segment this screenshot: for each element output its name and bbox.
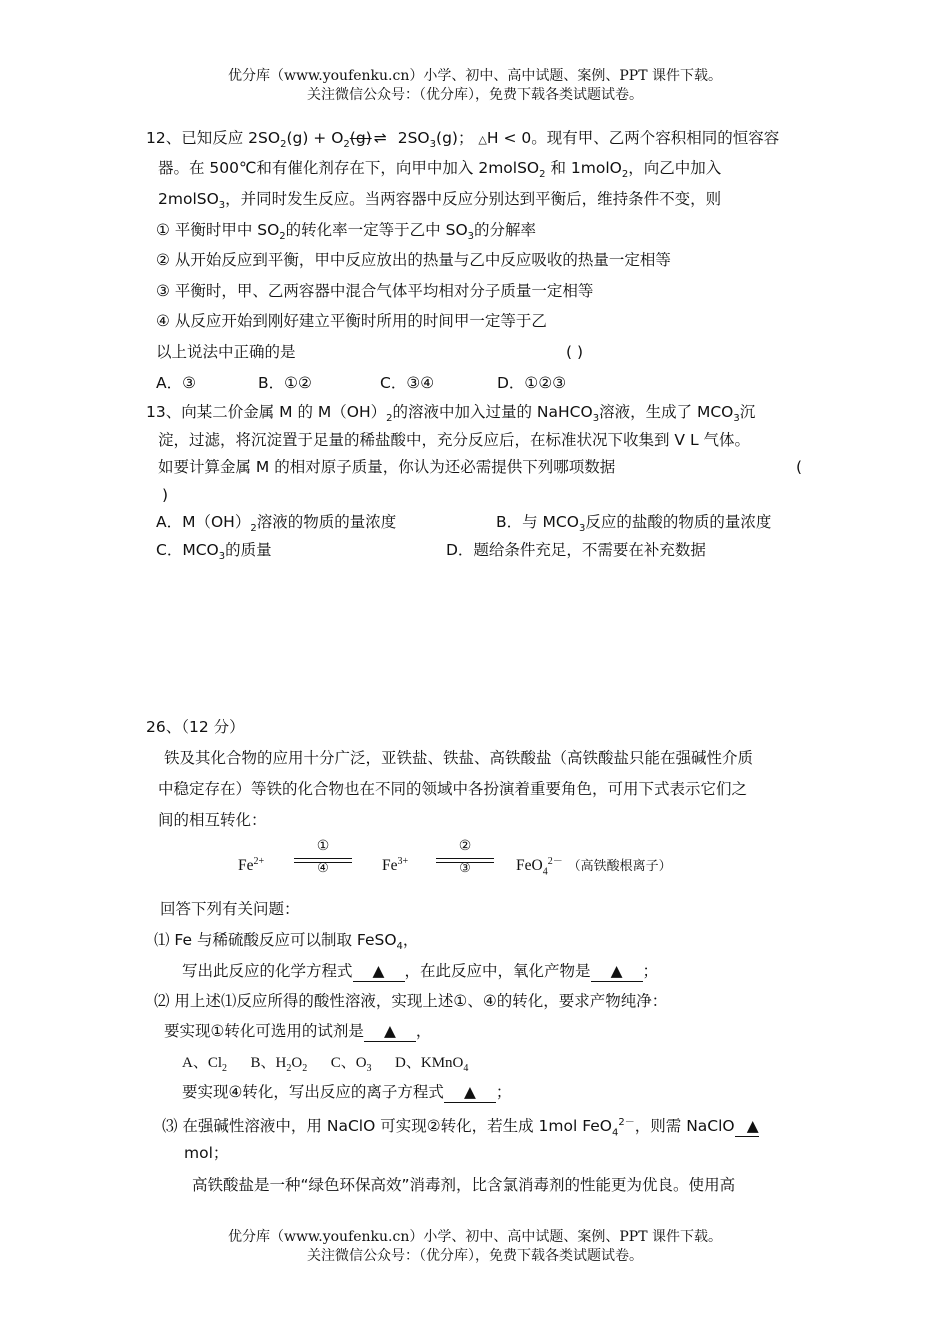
q26-text: ，在此反应中，氧化产物是 bbox=[404, 962, 591, 980]
q26-sub3-line-1 bbox=[162, 1113, 759, 1143]
subscript: 2 bbox=[222, 1063, 228, 1074]
formula-text: Fe bbox=[382, 857, 398, 875]
arrow-label-top: ① bbox=[316, 839, 330, 854]
q12-option-b[interactable]: B．①② bbox=[258, 374, 312, 392]
q26-title: 26、（12 分） bbox=[146, 718, 245, 736]
subscript: 3 bbox=[218, 551, 226, 563]
answer-blank-reagent[interactable]: ▲ bbox=[364, 1021, 416, 1042]
footer-line-2: 关注微信公众号：（优分库），免费下载各类试题试卷。 bbox=[307, 1248, 643, 1264]
q12-stem-text: (g)； bbox=[436, 129, 474, 147]
header-line-2: 关注微信公众号：（优分库），免费下载各类试题试卷。 bbox=[307, 87, 643, 103]
option-text: C．MCO bbox=[156, 541, 219, 559]
subscript: 2 bbox=[302, 1063, 308, 1074]
q26-text: ， bbox=[415, 1022, 432, 1040]
subscript: 3 bbox=[218, 200, 226, 212]
q26-text: ，则需 NaClO bbox=[634, 1117, 735, 1136]
q26-sub2-line-1: ⑵ 用上述⑴反应所得的酸性溶液，实现上述①、④的转化，要求产物纯净： bbox=[154, 992, 668, 1010]
reagent-option-c[interactable] bbox=[330, 1055, 372, 1074]
header-line-1: 优分库（www.youfenku.cn）小学、初中、高中试题、案例、PPT 课件下载。 bbox=[227, 68, 722, 84]
option-text: B、H bbox=[250, 1055, 287, 1071]
statement-text: 的分解率 bbox=[474, 221, 537, 239]
q12-ask: 以上说法中正确的是 bbox=[156, 343, 296, 361]
q12-option-a[interactable]: A．③ bbox=[156, 374, 196, 392]
subscript: 2 bbox=[280, 139, 287, 151]
q13-stem-text: 沉 bbox=[739, 403, 756, 421]
conversion-arrow-2-3 bbox=[430, 838, 500, 878]
option-text: A、Cl bbox=[182, 1055, 223, 1071]
ferrate-note: （高铁酸根离子） bbox=[567, 859, 672, 875]
q12-stem-line-3 bbox=[158, 189, 721, 216]
q26-text: 要实现①转化可选用的试剂是 bbox=[164, 1022, 364, 1040]
q12-answer-paren: ( ) bbox=[566, 343, 584, 361]
superscript: 2－ bbox=[547, 856, 563, 867]
q26-paragraph-line-2: 中稳定存在）等铁的化合物也在不同的领域中各扮演着重要角色，可用下式表示它们之 bbox=[158, 780, 748, 798]
q26-text: 写出此反应的化学方程式 bbox=[182, 962, 353, 980]
forward-arrow-line bbox=[294, 858, 352, 859]
q12-statement-1 bbox=[156, 220, 536, 247]
option-text: 溶液的物质的量浓度 bbox=[256, 513, 397, 531]
q13-stem-text: 溶液，生成了 MCO bbox=[599, 403, 734, 421]
superscript: 2－ bbox=[618, 1117, 635, 1128]
formula-text: FeO bbox=[516, 857, 543, 875]
q12-statement-2: ② 从开始反应到平衡，甲中反应放出的热量与乙中反应吸收的热量一定相等 bbox=[156, 251, 671, 269]
q13-option-d[interactable]: D．题给条件充足，不需要在补充数据 bbox=[446, 541, 706, 559]
q12-stem-text: 12、已知反应 2SO bbox=[146, 129, 281, 147]
subscript: 3 bbox=[733, 413, 740, 425]
formula-text: Fe bbox=[238, 857, 254, 875]
option-text: 的质量 bbox=[225, 541, 272, 559]
subscript: 2 bbox=[386, 413, 393, 425]
q26-sub2-line-2 bbox=[164, 1021, 431, 1042]
q13-stem-text: 13、向某二价金属 M 的 M（OH） bbox=[146, 403, 387, 421]
q12-stem-text: 2molSO bbox=[158, 190, 219, 208]
q26-sub1-line-2 bbox=[182, 961, 658, 982]
option-text: C、O bbox=[330, 1055, 367, 1071]
q12-option-d[interactable]: D．①②③ bbox=[497, 374, 567, 392]
q12-statement-3: ③ 平衡时，甲、乙两容器中混合气体平均相对分子质量一定相等 bbox=[156, 282, 594, 300]
statement-text: 的转化率一定等于乙中 SO bbox=[285, 221, 468, 239]
q26-paragraph-line-1: 铁及其化合物的应用十分广泛，亚铁盐、铁盐、高铁酸盐（高铁酸盐只能在强碱性介质 bbox=[164, 749, 754, 767]
subscript: 4 bbox=[463, 1063, 469, 1074]
footer-line-1: 优分库（www.youfenku.cn）小学、初中、高中试题、案例、PPT 课件下载。 bbox=[227, 1229, 722, 1245]
q26-answer-prompt: 回答下列有关问题： bbox=[160, 900, 300, 918]
superscript: 3+ bbox=[397, 856, 409, 867]
q12-stem-text: 2SO bbox=[397, 129, 430, 147]
reagent-option-a[interactable] bbox=[182, 1055, 228, 1074]
q12-stem-text: (g) + O bbox=[286, 129, 344, 147]
q13-stem-text: 的溶液中加入过量的 NaHCO bbox=[392, 403, 593, 421]
subscript: 2 bbox=[250, 523, 257, 535]
reagent-option-b[interactable] bbox=[250, 1055, 308, 1074]
q26-reagent-options bbox=[182, 1053, 468, 1079]
answer-blank-equation[interactable]: ▲ bbox=[353, 961, 405, 982]
option-text: B．与 MCO bbox=[496, 513, 579, 531]
q13-option-b[interactable] bbox=[496, 512, 771, 539]
subscript: 2 bbox=[279, 231, 286, 243]
q13-stem-line-3: 如要计算金属 M 的相对原子质量，你认为还必需提供下列哪项数据 bbox=[158, 458, 616, 476]
q12-stem-text: 器。在 500℃和有催化剂存在下，向甲中加入 2molSO bbox=[158, 159, 540, 177]
equilibrium-arrow-icon: ⇌ bbox=[373, 129, 387, 147]
subscript: 4 bbox=[612, 1127, 619, 1139]
q26-text: ⑴ Fe 与稀硫酸反应可以制取 FeSO bbox=[154, 931, 397, 949]
subscript: 3 bbox=[592, 413, 600, 425]
q13-answer-paren-close: ) bbox=[162, 486, 169, 504]
q26-sub2-line-3 bbox=[182, 1082, 511, 1103]
q12-option-c[interactable]: C．③④ bbox=[380, 374, 435, 392]
option-text: A．M（OH） bbox=[156, 513, 251, 531]
conversion-arrow-1-4 bbox=[288, 838, 358, 878]
arrow-label-top: ② bbox=[458, 839, 472, 854]
q26-text: ， bbox=[402, 931, 419, 949]
q26-paragraph-line-3: 间的相互转化： bbox=[158, 811, 267, 829]
subscript: 2 bbox=[343, 139, 350, 151]
q26-sub1-line-1 bbox=[154, 930, 418, 957]
q13-option-c[interactable] bbox=[156, 540, 272, 567]
q12-statement-4: ④ 从反应开始到刚好建立平衡时所用的时间甲一定等于乙 bbox=[156, 312, 547, 330]
subscript: 3 bbox=[366, 1063, 372, 1074]
q13-answer-paren-open: ( bbox=[796, 458, 803, 476]
forward-arrow-line bbox=[436, 858, 494, 859]
q12-stem-text: 和 1molO bbox=[545, 159, 622, 177]
subscript: 2 bbox=[621, 169, 629, 181]
option-text: O bbox=[291, 1055, 303, 1071]
q12-stem-line-2 bbox=[158, 158, 721, 185]
q26-text: ； bbox=[642, 962, 659, 980]
q26-paragraph-line-4: 高铁酸盐是一种“绿色环保高效”消毒剂，比含氯消毒剂的性能更为优良。使用高 bbox=[192, 1176, 736, 1194]
ferrate-ion bbox=[516, 852, 672, 882]
answer-blank-ion-equation[interactable]: ▲ bbox=[444, 1082, 496, 1103]
subscript: 3 bbox=[578, 523, 586, 535]
q26-text: 要实现④转化，写出反应的离子方程式 bbox=[182, 1083, 444, 1101]
delta-icon: △ bbox=[478, 133, 487, 146]
arrow-label-bottom: ④ bbox=[317, 860, 329, 875]
q13-option-a[interactable] bbox=[156, 512, 396, 539]
answer-blank-oxidation-product[interactable]: ▲ bbox=[591, 961, 643, 982]
arrow-label-bottom: ③ bbox=[459, 860, 471, 875]
superscript: 2+ bbox=[253, 856, 265, 867]
option-text: 反应的盐酸的物质的量浓度 bbox=[585, 513, 772, 531]
subscript: 2 bbox=[286, 1063, 292, 1074]
q13-stem-line-1 bbox=[146, 402, 755, 429]
subscript: 3 bbox=[467, 231, 475, 243]
q26-text: ； bbox=[495, 1083, 512, 1101]
fe2-ion bbox=[238, 852, 264, 876]
option-text: D、KMnO bbox=[395, 1055, 464, 1071]
q12-stem-text: (g) bbox=[349, 129, 372, 147]
answer-blank-naclo-mol[interactable]: ▲ bbox=[735, 1116, 759, 1137]
fe3-ion bbox=[382, 852, 408, 876]
subscript: 4 bbox=[396, 941, 403, 953]
subscript: 4 bbox=[542, 866, 548, 878]
q12-stem-line-1 bbox=[146, 128, 779, 155]
q26-sub3-line-2: mol； bbox=[184, 1144, 229, 1162]
q26-text: ⑶ 在强碱性溶液中，用 NaClO 可实现②转化，若生成 1mol FeO bbox=[162, 1117, 613, 1136]
subscript: 3 bbox=[429, 139, 437, 151]
q12-stem-text: H < 0。现有甲、乙两个容积相同的恒容容 bbox=[486, 129, 780, 147]
subscript: 2 bbox=[539, 169, 546, 181]
q13-stem-line-2: 淀，过滤，将沉淀置于足量的稀盐酸中，充分反应后，在标准状况下收集到 V L 气体。 bbox=[158, 431, 751, 449]
q12-stem-text: ，向乙中加入 bbox=[628, 159, 722, 177]
reagent-option-d[interactable] bbox=[395, 1055, 469, 1074]
statement-text: ① 平衡时甲中 SO bbox=[156, 221, 280, 239]
q12-stem-text: ，并同时发生反应。当两容器中反应分别达到平衡后，维持条件不变，则 bbox=[225, 190, 722, 208]
